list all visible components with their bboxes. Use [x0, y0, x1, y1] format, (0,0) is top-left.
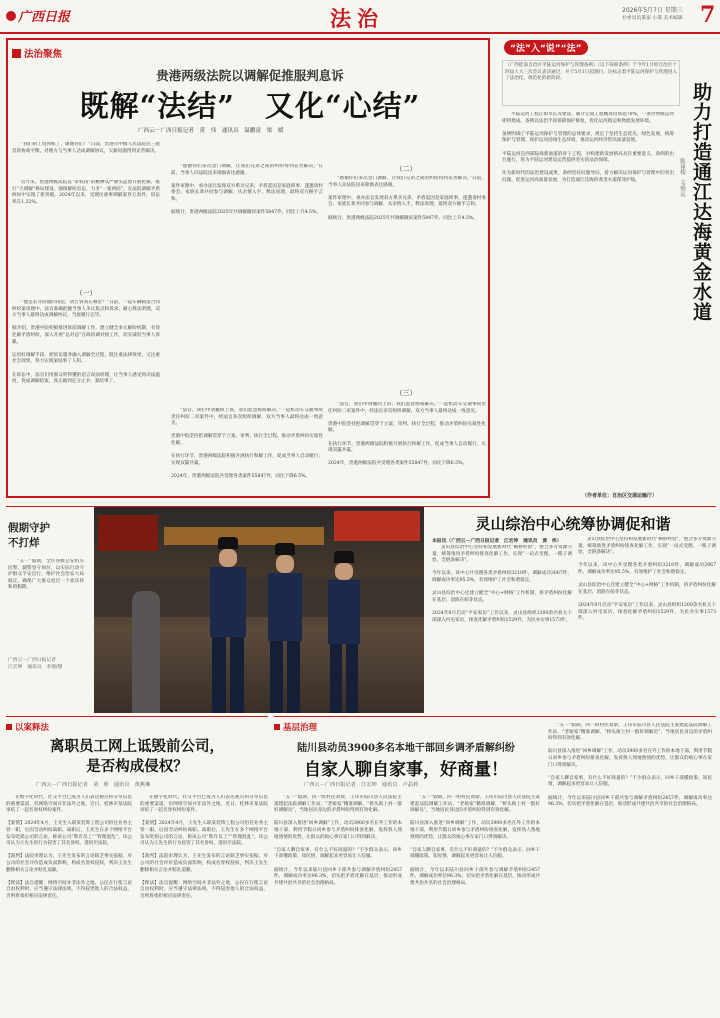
bottom-left-article [6, 716, 268, 1014]
tag-marker-icon [12, 49, 21, 58]
case-byline: 广西云－广西日报记者 刘 莉 通讯员 黄燕琳 [36, 782, 151, 788]
side-column [496, 38, 716, 502]
governance-kicker: 陆川县动员3900多名本地干部回乡调矛盾解纠纷 [297, 743, 515, 754]
case-body-col-1: 在数字化时代，社交平台已成为人们表达观点和分享信息的重要渠道，但网络空间并非法外之地。近日，桂林市某法院审结了一起名誉权纠纷案件。 【案情】2024年4月，王先生入职某装饰工程公司担任业务主管一职，后因劳动纠纷离职。离职后，王先生在多个网络平台发布贬损公司的言论，称该公司“欺诈员工”“管理混乱”。该公司认为王先生的行为侵害了其名誉权，遂诉至法院。 【裁判】法院审理认为，王先生发布的言论缺乏事实依据，对公司的社会评价造成负面影响，构成名誉权侵权，判决王先生删除相关言论并赔礼道歉。 【释法】法官提醒：网络空间并非法外之地，公民在行使言论自由权利时，应当遵守法律法规，不得侵害他人的合法权益，否则将承担相应法律责任。 [6, 795, 132, 899]
officer-2 [266, 543, 304, 713]
page-number: 7 [700, 2, 716, 28]
lingshan-title: 灵山综治中心统筹协调促和谐 [475, 515, 671, 533]
article-headline: 既解“法结” 又化“心结” [79, 89, 421, 123]
side-intro: （广西桂南自治区平陆运河保护与管理条例）（以下简称条例）于今年1月经自治区十四届人大三次会议表决通过，并于5月1日起施行。这标志着平陆运河保护与管理进入了法治化、规范化的新阶段。 [502, 60, 680, 106]
pedestrian [132, 591, 160, 713]
case-tag: 以案释法 [6, 721, 49, 733]
governance-tag: 基层治理 [274, 721, 317, 733]
case-headline: 离职员工网上诋毁前公司， 是否构成侵权？ [50, 738, 224, 775]
governance-body-col-2: “五一”假期，四一组村民刘梁，王伟市陆川县人民法院主案建起法院调解工作站，“老娘家”精准调解，“桥头街上村一群好调解员”，当地居民身边的矛盾纠纷得到有效化解。 陆川县深入推进“回乡调解”工作，动员3900多名在外工作的本地干部，利用节假日回乡参与矛盾纠纷排查化解，发挥熟人熟地熟情的优势，让群众的烦心事在家门口得到解决。 “自家人聊自家事，有什么不好商量的？”不少群众表示，回乡干部懂政策、知民情，调解起来更容易让人信服。 据统计，今年以来陆川县回乡干部共参与调解矛盾纠纷2457件，调解成功率达96.3%，切实把矛盾化解在基层，推动形成共建共治共享的社会治理格局。 [410, 795, 540, 886]
officer-3 [326, 551, 362, 713]
lingshan-text-cont: 灵山县综治中心坚持和发展新时代“枫桥经验”，整合多方资源力量，统筹推进矛盾纠纷排查化解工作，实现“一站式受理、一揽子调处、全链条解决”。 今年以来，该中心共受理各类矛盾纠纷3210件，调解成功3067件，调解成功率达95.5%，有效维护了社会和谐稳定。 灵山县综治中心还建立健全“中心+网格”工作机制，将矛盾纠纷化解在基层、消除在萌芽状态。 2024年8月启动“平安家访”工作以来，灵山县组织1200余名机关干部深入村屯家访，排查化解矛盾纠纷1529件，为民办实事1573件。 [578, 537, 716, 622]
article-tag: 法治聚焦 [12, 46, 62, 60]
tag-marker-icon [274, 724, 280, 730]
lingshan-byline: 本报讯（广西云－广西日报记者 江宏坤 通讯员 黄 伟） [432, 539, 562, 544]
section-name: 法治 [330, 6, 384, 31]
article-column-2-text: “感谢你们多次登门调解，让我们兄弟之间的纠纷得到妥善解决。”日前，当事人向法院送来锦旗表达感谢。 案件审理中，承办法官发现双方系亲兄弟，矛盾起因是家庭琐事，遂邀请村委会、家族长辈共同参与调解，从亲情入手，释法说理，最终双方握手言和。 据统计，贵港两级法院2025年共调解撤诉案件5847件，同比上升4.5%。 [171, 164, 323, 216]
section-number-2: （二） [395, 165, 417, 173]
article-byline: 广西云－广西日报记者 黄 伟 通讯员 温鹏富 梁 媛 [138, 128, 284, 134]
lingshan-text: 灵山县综治中心坚持和发展新时代“枫桥经验”，整合多方资源力量，统筹推进矛盾纠纷排查化解工作，实现“一站式受理、一揽子调处、全链条解决”。 今年以来，该中心共受理各类矛盾纠纷3210件，调解成功3067件，调解成功率达95.5%，有效维护了社会和谐稳定。 灵山县综治中心还建立健全“中心+网格”工作机制，将矛盾纠纷化解在基层、消除在萌芽状态。 2024年8月启动“平安家访”工作以来，灵山县组织1200余名机关干部深入村屯家访，排查化解矛盾纠纷1529件，为民办实事1573件。 [432, 545, 572, 623]
article-paragraph-4-cont: “法官，我们申请撤回上诉，我们愿意协商解决。”一起机动车交通事故责任纠纷二审案件中，经法官多次组织调解，双方当事人最终达成一致意见。 贵港中院坚持把调解贯穿于立案、审判、执行全过程，推动矛盾纠纷实质性化解。 在执行环节，贵港两级法院积极开展执行和解工作，促成当事人自动履行，实现双赢共赢。 2024年，贵港两级法院共受理各类案件55847件，同比下降6.5%。 [328, 402, 486, 467]
photo-section [6, 506, 716, 712]
shop-sign-left [98, 515, 158, 551]
governance-byline: 广西云－广西日报记者 江宏坤 通讯员 卢晶莉 [304, 782, 419, 788]
governance-body-col-1: “五一”假期，四一组村民刘梁，王伟市陆川县人民法院主案建起法院调解工作站，“老娘家”精准调解，“桥头街上村一群好调解员”，当地居民身边的矛盾纠纷得到有效化解。 陆川县深入推进“回乡调解”工作，动员3900多名在外工作的本地干部，利用节假日回乡参与矛盾纠纷排查化解，发挥熟人熟地熟情的优势，让群众的烦心事在家门口得到解决。 “自家人聊自家事，有什么不好商量的？”不少群众表示，回乡干部懂政策、知民情，调解起来更容易让人信服。 据统计，今年以来陆川县回乡干部共参与调解矛盾纠纷2457件，调解成功率达96.3%，切实把矛盾化解在基层，推动形成共建共治共享的社会治理格局。 [274, 795, 402, 886]
article-paragraph-3: “感谢你们多次登门调解，让我们兄弟之间的纠纷得到妥善解决。”日前，当事人向法院送来锦旗表达感谢。 案件审理中，承办法官发现双方系亲兄弟，矛盾起因是家庭琐事，遂邀请村委会、家族长辈共同参与调解，从亲情入手，释法说理，最终双方握手言和。 据统计，贵港两级法院2025年共调解撤诉案件5847件，同比上升4.5%。 [328, 176, 486, 221]
article-paragraph-2: “他是去寻找他的钱包，请告诉我在哪里？”日前，一起车辆载借合同纠纷案审理中，法官准确把握当事人争议焦点和诉求，耐心释法明理，双方当事人最终达成调解协议，当庭履行完毕。 据介绍，贵港中院积极推进诉前调解工作，建立健全多元解纷机制，有效化解矛盾纠纷，深入开展“总对总”在线诉调对接工作，切实减轻当事人诉累。 运用好调解手段，把诉讼服务融入调解全过程，既注重法律效果，又注重社会效果，努力实现案结事了人和。 在诉讼中，法官们用群众听得懂的语言说法析理，让当事人感受到司法温度，促成调解结案，真正做到定分止争、案结事了。 [12, 300, 160, 385]
main-article [6, 38, 490, 498]
editor-credits: 社委员员策案 小策 美术编辑 [622, 16, 683, 21]
governance-body-col-3: “五一”假期，四一组村民刘梁，王伟市陆川县人民法院主案建起法院调解工作站，“老娘家”精准调解，“桥头街上村一群好调解员”，当地居民身边的矛盾纠纷得到有效化解。 陆川县深入推进“回乡调解”工作，动员3900多名在外工作的本地干部，利用节假日回乡参与矛盾纠纷排查化解，发挥熟人熟地熟情的优势，让群众的烦心事在家门口得到解决。 “自家人聊自家事，有什么不好商量的？”不少群众表示，回乡干部懂政策、知民情，调解起来更容易让人信服。 据统计，今年以来陆川县回乡干部共参与调解矛盾纠纷2457件，调解成功率达96.3%，切实把矛盾化解在基层，推动形成共建共治共享的社会治理格局。 [548, 723, 712, 808]
governance-headline: 自家人聊自家事，好商量！ [304, 760, 508, 780]
side-title: 助力打造通江达海黄金水道 [690, 82, 712, 322]
masthead [0, 0, 720, 34]
section-number-1: （一） [75, 289, 97, 297]
shop-sign-right [334, 511, 420, 541]
tag-marker-icon [6, 724, 12, 730]
issue-date: 2026年5月7日 星期三 [622, 7, 683, 14]
police-patrol-photo [94, 507, 424, 713]
article-lead: “我们的工资到账了，谢谢你们！”日前，贵港市中级人民法院民三庭首款协商平衡，处理方与当事人达成调解协议，欠薪问题得到妥善解决。 [12, 142, 160, 154]
newspaper-logo: 广西日报 [6, 6, 70, 25]
logo-emblem-icon [6, 11, 16, 21]
side-source: （作者单位：自治区交通运输厅） [582, 493, 658, 499]
case-body-col-2: 在数字化时代，社交平台已成为人们表达观点和分享信息的重要渠道，但网络空间并非法外之地。近日，桂林市某法院审结了一起名誉权纠纷案件。 【案情】2024年4月，王先生入职某装饰工程公司担任业务主管一职，后因劳动纠纷离职。离职后，王先生在多个网络平台发布贬损公司的言论，称该公司“欺诈员工”“管理混乱”。该公司认为王先生的行为侵害了其名誉权，遂诉至法院。 【裁判】法院审理认为，王先生发布的言论缺乏事实依据，对公司的社会评价造成负面影响，构成名誉权侵权，判决王先生删除相关言论并赔礼道歉。 【释法】法官提醒：网络空间并非法外之地，公民在行使言论自由权利时，应当遵守法律法规，不得侵害他人的合法权益，否则将承担相应法律责任。 [140, 795, 268, 899]
article-kicker: 贵港两级法院以调解促推服判息诉 [156, 68, 344, 83]
article-paragraph-1: 近年来，贵港两级法院以“求权钱”的精神从严源头监督开展化解，推行“大调解”格局建设，强推解纷息讼，力争“一案两结”，在法院调解矛盾纠纷中实现了新突破。2024年以来，受理民商事调解案件万余件，诉讼率在1.22%。 [12, 180, 160, 205]
officer-1 [208, 537, 248, 713]
article-paragraph-4: “法官，我们申请撤回上诉，我们愿意协商解决。”一起机动车交通事故责任纠纷二审案件中，经法官多次组织调解，双方当事人最终达成一致意见。 贵港中院坚持把调解贯穿于立案、审判、执行全过程，推动矛盾纠纷实质性化解。 在执行环节，贵港两级法院积极开展执行和解工作，促成当事人自动履行，实现双赢共赢。 2024年，贵港两级法院共受理各类案件55847件，同比下降6.5%。 [171, 408, 323, 479]
aside-title: 假期守护 不打烊 [8, 522, 50, 549]
aside-byline: 广西云－广西日报记者 江宏坤 通讯员 李瑞/摄 [8, 658, 63, 670]
side-author: 陈禄棱 韦锦运 [679, 158, 685, 197]
aside-text: “五一”假期，全区各级公安机关民警、辅警坚守岗位，以实际行动守护群众平安出行，维护社会治安大局稳定，确保广大群众度过一个欢乐祥和的假期。 [8, 559, 84, 591]
side-body: 平陆运河工程江如水长等建设，累计完成工程概算投资超70%，一条世界级运河即将建成。条例以法治手段保障保护修复，优化运河航运和物流发展环境。 条例明确了平陆运河保护与管理的总体要求，规定了坚持生态优先、绿色发展，统筹保护与管理，保护运河沿线生态环境，推动运河经济带高质量发展。 平陆运河是西部陆海新通道的骨干工程，对构建新发展格局具有重要意义。条例的出台施行，将为平陆运河建设运营提供坚实的法治保障。 作为新时代的法治建设成果，条例坚持问题导向，着力解决运河保护与管理中的突出问题，促进运河高质量发展，为打造通江达海的黄金水道保驾护航。 [502, 112, 674, 183]
side-tag: “法”入“说”“法” [504, 40, 588, 55]
section-number-3: （三） [395, 389, 417, 397]
bottom-right-article [274, 716, 716, 1014]
